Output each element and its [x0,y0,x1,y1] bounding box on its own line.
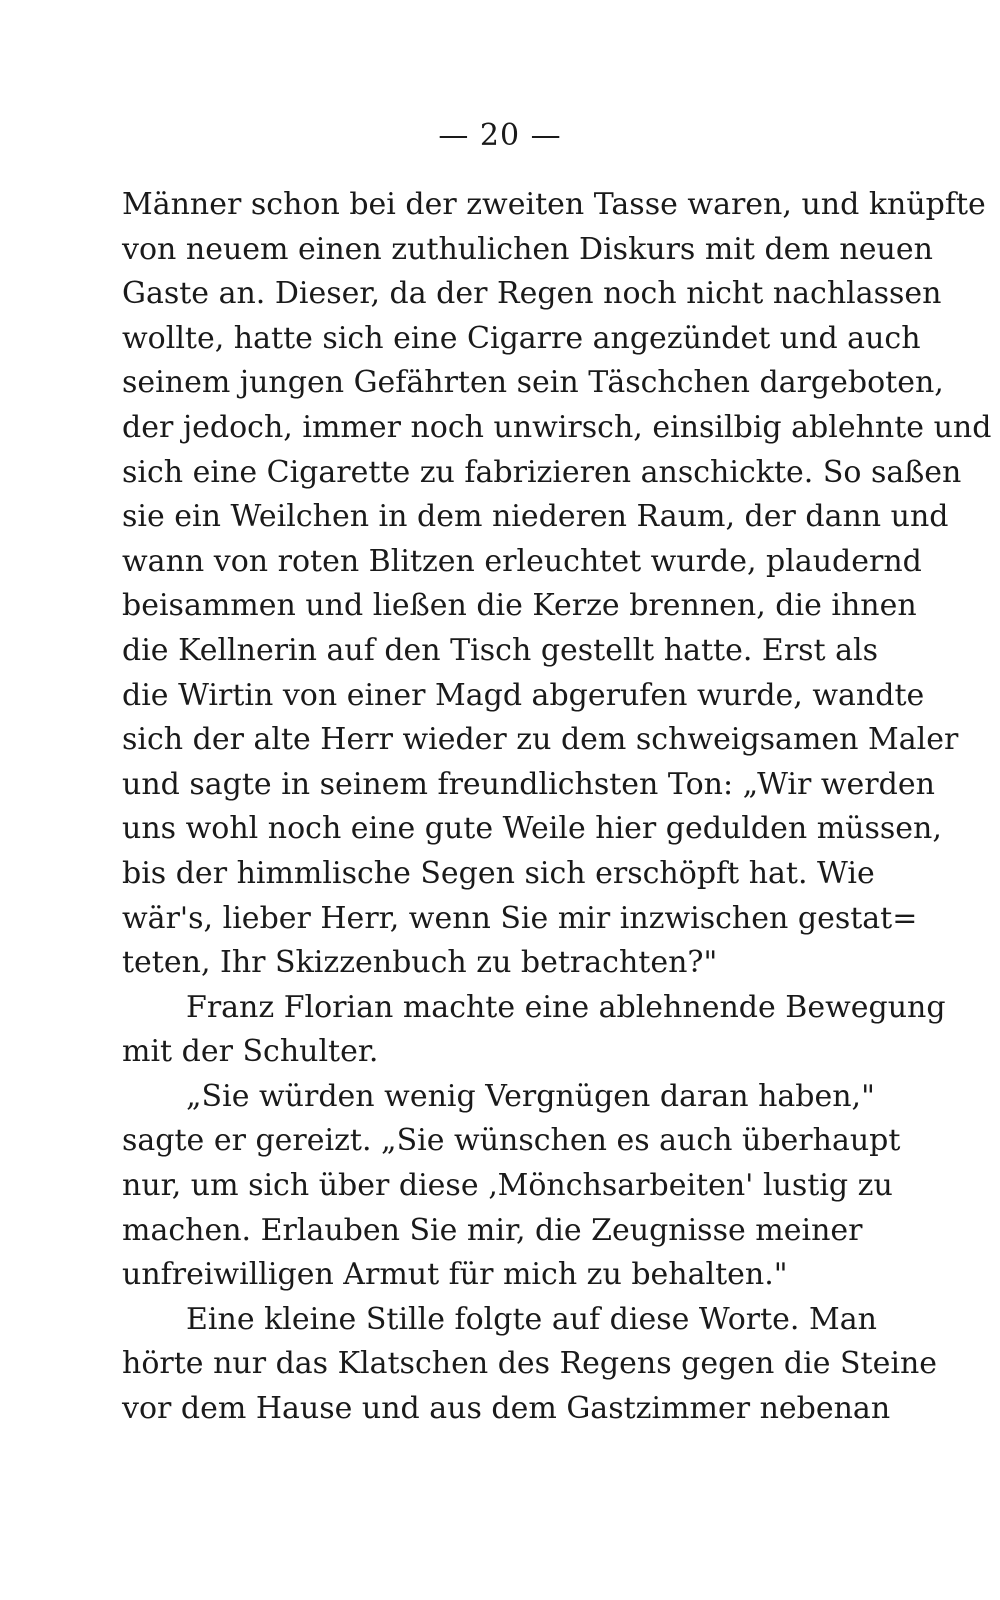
text-line: „Sie würden wenig Vergnügen daran haben," [186,1078,875,1114]
text-line: nur, um sich über diese ‚Mönchsarbeiten' lustig zu [122,1168,893,1204]
text-line: hörte nur das Klatschen des Regens gegen die Steine [122,1346,938,1382]
text-line: unfreiwilligen Armut für mich zu behalten." [122,1257,788,1293]
text-line: wollte, hatte sich eine Cigarre angezündet und auch [122,320,921,356]
text-line: sich der alte Herr wieder zu dem schweigsamen Maler [122,722,959,758]
text-line: mit der Schulter. [122,1034,379,1070]
text-line: uns wohl noch eine gute Weile hier gedulden müssen, [122,811,942,847]
text-line: und sagte in seinem freundlichsten Ton: „Wir werden [122,766,935,802]
text-line: vor dem Hause und aus dem Gastzimmer nebenan [122,1391,891,1427]
page-number: — 20 — [438,118,562,153]
text-line: die Wirtin von einer Magd abgerufen wurde, wandte [122,677,925,713]
text-line: die Kellnerin auf den Tisch gestellt hatte. Erst als [122,632,879,668]
text-line: seinem jungen Gefährten sein Täschchen dargeboten, [122,365,944,401]
text-line: Gaste an. Dieser, da der Regen noch nicht nachlassen [122,276,942,312]
text-line: der jedoch, immer noch unwirsch, einsilbig ablehnte und [122,409,992,445]
text-line: sich eine Cigarette zu fabrizieren anschickte. So saßen [122,454,962,490]
text-line: wann von roten Blitzen erleuchtet wurde, plaudernd [122,543,922,579]
body-text [122,183,992,1432]
text-line: von neuem einen zuthulichen Diskurs mit dem neuen [122,231,933,267]
text-line: Männer schon bei der zweiten Tasse waren, und knüpfte [122,187,986,222]
text-line: sie ein Weilchen in dem niederen Raum, der dann und [122,499,949,535]
text-line: Franz Florian machte eine ablehnende Bewegung [186,989,946,1025]
text-line: Eine kleine Stille folgte auf diese Worte. Man [186,1301,877,1337]
text-line: teten, Ihr Skizzenbuch zu betrachten?" [122,945,718,981]
text-line: machen. Erlauben Sie mir, die Zeugnisse meiner [122,1212,863,1248]
text-line: beisammen und ließen die Kerze brennen, die ihnen [122,588,917,624]
text-line: wär's, lieber Herr, wenn Sie mir inzwischen gestat= [122,900,918,936]
text-line: sagte er gereizt. „Sie wünschen es auch überhaupt [122,1123,901,1159]
text-line: bis der himmlische Segen sich erschöpft hat. Wie [122,855,875,891]
